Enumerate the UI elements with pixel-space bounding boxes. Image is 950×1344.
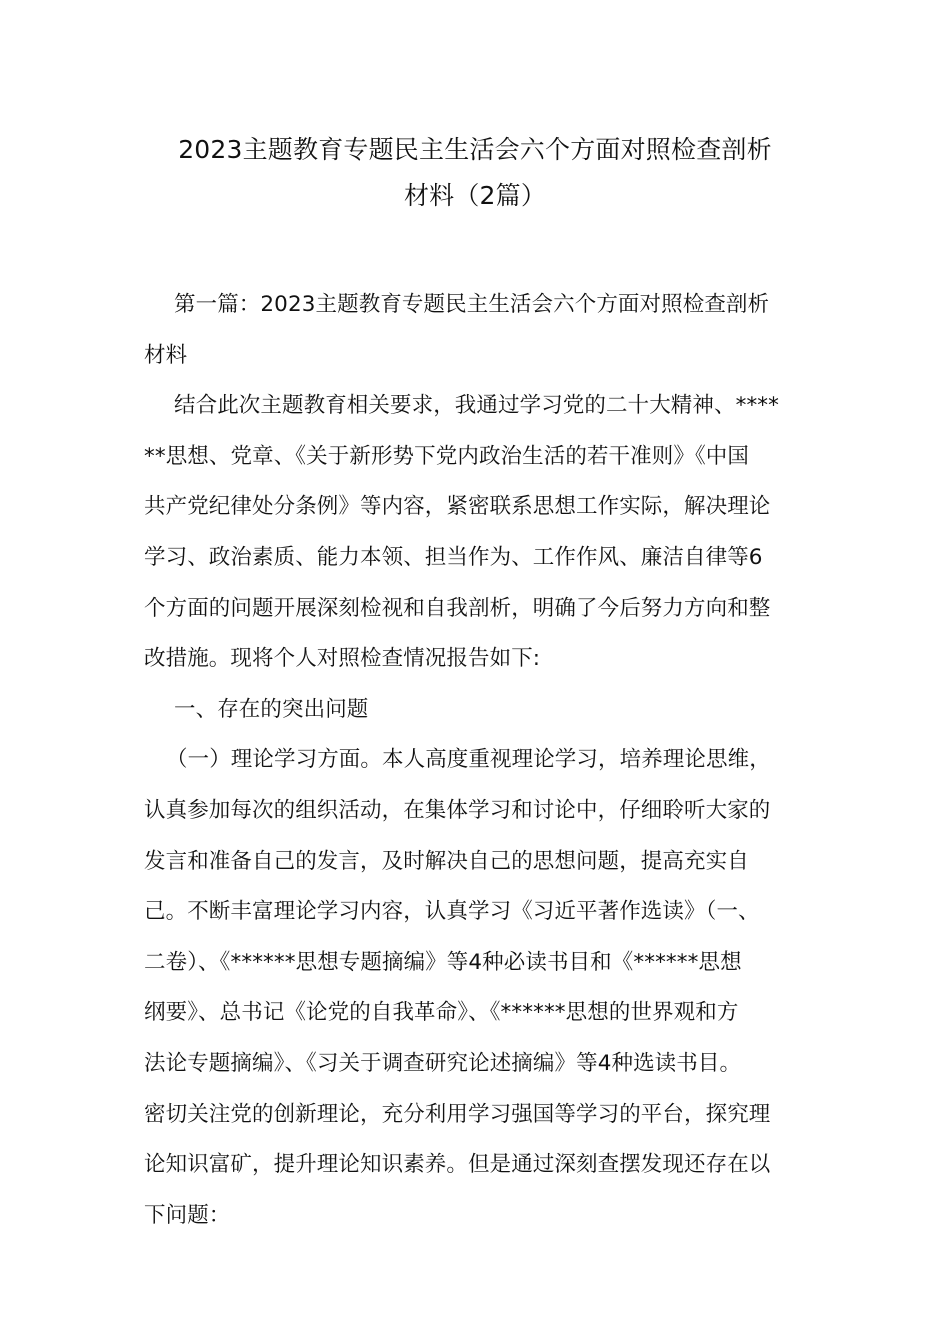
paragraph-line: 认真参加每次的组织活动，在集体学习和讨论中，仔细聆听大家的 (144, 797, 771, 823)
paragraph-line: 共产党纪律处分条例》等内容，紧密联系思想工作实际，解决理论 (144, 494, 771, 520)
paragraph-line: 发言和准备自己的发言，及时解决自己的思想问题，提高充实自 (144, 848, 749, 874)
title-line-1: 2023主题教育专题民主生活会六个方面对照检查剖析 (178, 135, 772, 164)
paragraph-line: 学习、政治素质、能力本领、担当作为、工作作风、廉洁自律等6 (144, 544, 763, 570)
section-heading-line: 第一篇：2023主题教育专题民主生活会六个方面对照检查剖析 (174, 292, 770, 317)
paragraph-line: 己。不断丰富理论学习内容，认真学习《习近平著作选读》（一、 (144, 899, 760, 925)
paragraph-line: 二卷）、《******思想专题摘编》等4种必读书目和《******思想 (144, 949, 742, 975)
paragraph-line: **思想、党章、《关于新形势下党内政治生活的若干准则》《中国 (144, 443, 750, 469)
paragraph-line: 纲要》、总书记《论党的自我革命》、《******思想的世界观和方 (144, 1000, 739, 1026)
paragraph-line: 法论专题摘编》、《习关于调查研究论述摘编》等4种选读书目。 (144, 1050, 742, 1076)
paragraph-line: 论知识富矿，提升理论知识素养。但是通过深刻查摆发现还存在以 (144, 1152, 771, 1178)
paragraph-line: 结合此次主题教育相关要求，我通过学习党的二十大精神、**** (174, 393, 780, 419)
paragraph-line: 下问题： (144, 1202, 231, 1228)
subheading-line: 一、存在的突出问题 (174, 696, 369, 722)
paragraph-line: 个方面的问题开展深刻检视和自我剖析，明确了今后努力方向和整 (144, 595, 771, 621)
paragraph-line: （一）理论学习方面。本人高度重视理论学习，培养理论思维， (166, 747, 771, 773)
paragraph-line: 密切关注党的创新理论，充分利用学习强国等学习的平台，探究理 (144, 1101, 771, 1127)
paragraph-line: 改措施。现将个人对照检查情况报告如下: (144, 646, 541, 672)
section-heading-line: 材料 (144, 342, 188, 368)
title-line-2: 材料（2篇） (403, 181, 547, 210)
document-title (140, 127, 810, 219)
document-body (144, 280, 809, 1241)
